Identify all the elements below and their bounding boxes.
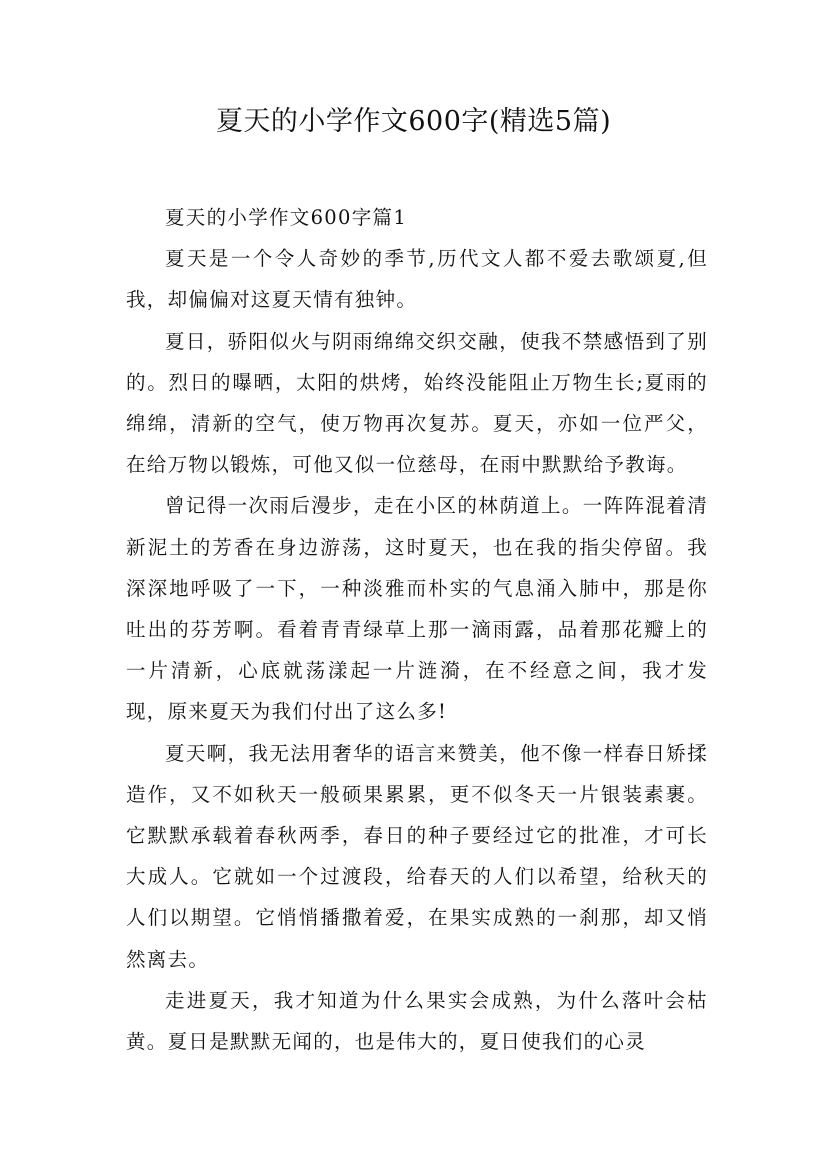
document-title: 夏天的小学作文600字(精选5篇) (215, 106, 612, 137)
document-body (126, 197, 708, 1062)
paragraph-2: 夏日，骄阳似火与阴雨绵绵交织交融，使我不禁感悟到了别的。烈日的曝晒，太阳的烘烤，始终没能阻止万物生长;夏雨的绵绵，清新的空气，使万物再次复苏。夏天，亦如一位严父，在给万物以锻炼，可他又似一位慈母，在雨中默默给予教诲。 (126, 329, 708, 477)
section-heading: 夏天的小学作文600字篇1 (165, 206, 408, 229)
paragraph-4: 夏天啊，我无法用奢华的语言来赞美，他不像一样春日矫揉造作，又不如秋天一般硕果累累，更不似冬天一片银装素裹。它默默承载着春秋两季，春日的种子要经过它的批准，才可长大成人。它就如一个过渡段，给春天的人们以希望，给秋天的人们以期望。它悄悄播撒着爱，在果实成熟的一刹那，却又悄然离去。 (126, 741, 708, 971)
paragraph-3: 曾记得一次雨后漫步，走在小区的林荫道上。一阵阵混着清新泥土的芳香在身边游荡，这时夏天，也在我的指尖停留。我深深地呼吸了一下，一种淡雅而朴实的气息涌入肺中，那是你吐出的芬芳啊。看着青青绿草上那一滴雨露，品着那花瓣上的一片清新，心底就荡漾起一片涟漪，在不经意之间，我才发现，原来夏天为我们付出了这么多! (126, 494, 708, 724)
paragraph-1: 夏天是一个令人奇妙的季节,历代文人都不爱去歌颂夏,但我，却偏偏对这夏天情有独钟。 (126, 247, 708, 312)
paragraph-5: 走进夏天，我才知道为什么果实会成熟，为什么落叶会枯黄。夏日是默默无闻的，也是伟大的，夏日使我们的心灵 (126, 988, 708, 1054)
